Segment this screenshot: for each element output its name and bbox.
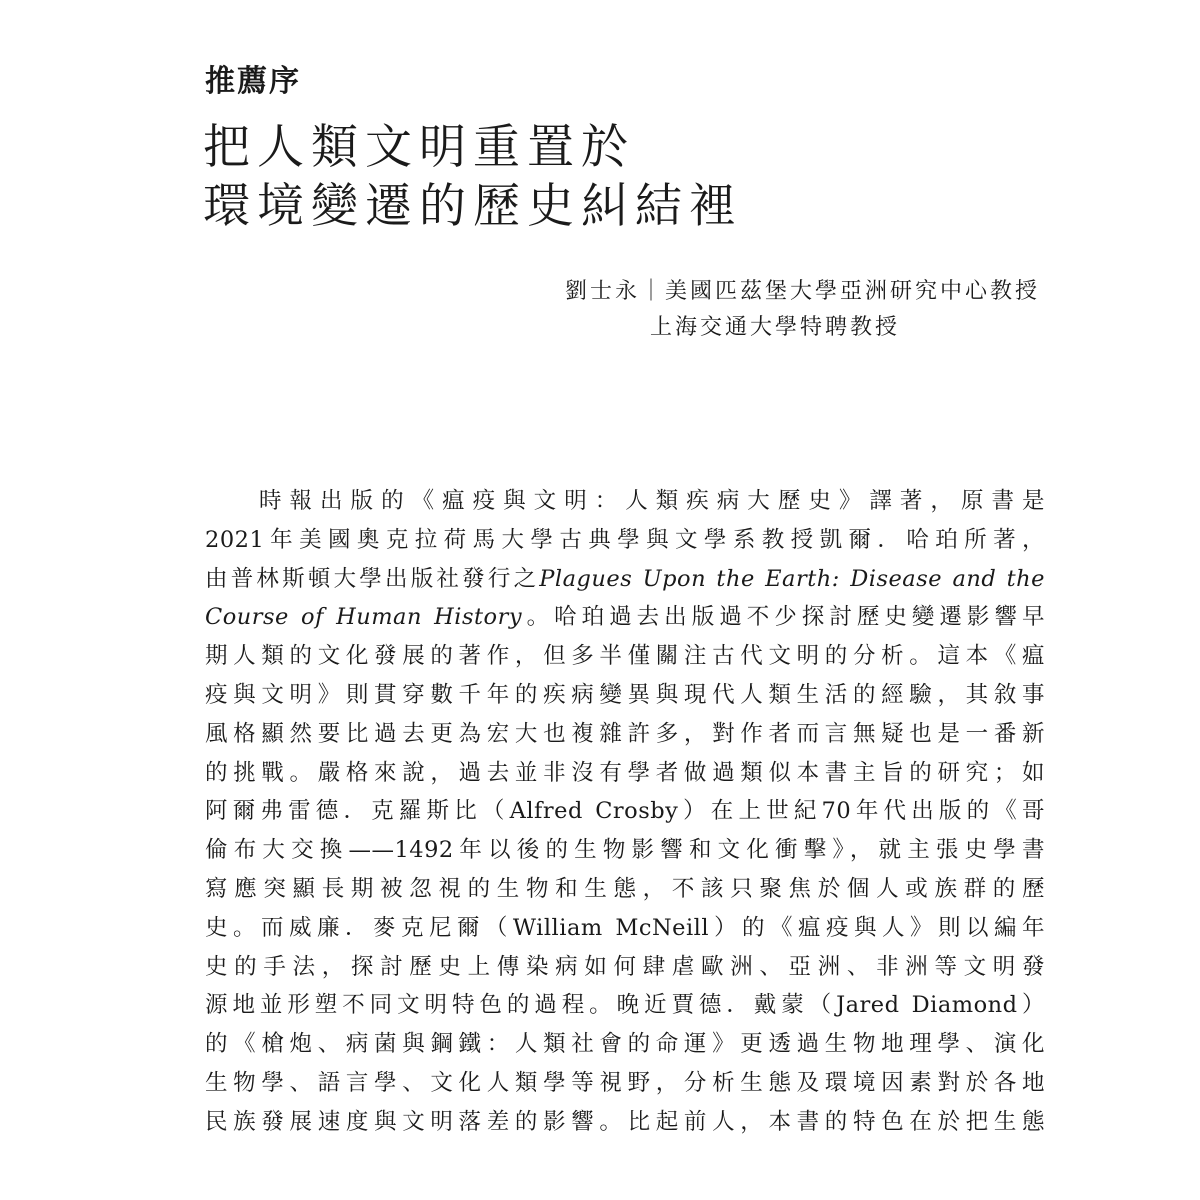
body-line: 疫與文明》則貫穿數千年的疾病變異與現代人類生活的經驗，其敘事	[205, 681, 1045, 708]
body-line: 生物學、語言學、文化人類學等視野，分析生態及環境因素對於各地	[205, 1069, 1045, 1096]
body-line-text: 由普林斯頓大學出版社發行之	[205, 565, 540, 592]
body-line: 史。而威廉．麥克尼爾（William McNeill）的《瘟疫與人》則以編年	[205, 914, 1045, 941]
body-line	[205, 598, 1045, 637]
body-line: 寫應突顯長期被忽視的生物和生態，不該只聚焦於個人或族群的歷	[205, 875, 1045, 902]
byline-line-1: 劉士永｜美國匹茲堡大學亞洲研究中心教授	[564, 279, 1040, 304]
body-line: 史的手法，探討歷史上傳染病如何肆虐歐洲、亞洲、非洲等文明發	[205, 953, 1045, 980]
body-line: 倫布大交換——1492年以後的生物影響和文化衝擊》，就主張史學書	[205, 837, 1045, 864]
body-paragraph	[205, 482, 1045, 1142]
body-line: 期人類的文化發展的著作，但多半僅關注古代文明的分析。這本《瘟	[205, 643, 1045, 670]
title-line-1: 把人類文明重置於	[203, 120, 635, 175]
book-title-italic: Plagues Upon the Earth: Disease and the	[539, 565, 1045, 592]
body-line-text: 。哈珀過去出版過不少探討歷史變遷影響早	[522, 604, 1045, 631]
body-line: 民族發展速度與文明落差的影響。比起前人，本書的特色在於把生態	[205, 1108, 1045, 1135]
body-line: 的《槍炮、病菌與鋼鐵：人類社會的命運》更透過生物地理學、演化	[205, 1031, 1045, 1058]
body-line: 時報出版的《瘟疫與文明：人類疾病大歷史》譯著，原書是	[259, 488, 1045, 514]
body-line: 的挑戰。嚴格來說，過去並非沒有學者做過類似本書主旨的研究；如	[205, 759, 1045, 786]
title-line-2: 環境變遷的歷史糾結裡	[203, 179, 743, 234]
body-line: 風格顯然要比過去更為宏大也複雜許多，對作者而言無疑也是一番新	[205, 720, 1045, 747]
book-title-italic: Course of Human History	[205, 604, 523, 631]
body-line: 源地並形塑不同文明特色的過程。晚近賈德．戴蒙（Jared Diamond）	[205, 992, 1045, 1019]
body-line: 阿爾弗雷德．克羅斯比（Alfred Crosby）在上世紀70年代出版的《哥	[205, 798, 1045, 825]
body-line: 2021年美國奧克拉荷馬大學古典學與文學系教授凱爾．哈珀所著，	[205, 526, 1045, 553]
chapter-title	[203, 118, 743, 236]
author-byline	[0, 274, 1040, 346]
section-label: 推薦序	[205, 64, 301, 99]
byline-line-2: 上海交通大學特聘教授	[649, 315, 900, 340]
body-line	[205, 560, 1045, 599]
